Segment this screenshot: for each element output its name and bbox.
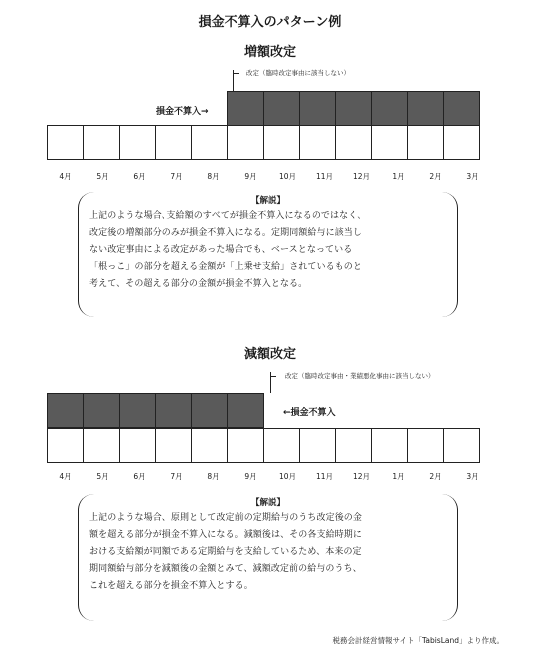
explanation-line: これを超える部分を損金不算入とする。 — [89, 581, 253, 591]
decrease-top-cell — [83, 393, 120, 428]
month-label: 8月 — [207, 472, 220, 481]
month-label: 2月 — [429, 172, 442, 181]
increase-bottom-cell — [263, 125, 300, 160]
increase-top-cell — [407, 91, 444, 126]
month-label: 1月 — [392, 172, 405, 181]
increase-bottom-row — [47, 125, 491, 160]
month-label: 8月 — [207, 172, 220, 181]
increase-top-cell — [83, 91, 120, 126]
increase-month-axis — [47, 171, 491, 182]
increase-bottom-cell — [155, 125, 192, 160]
month-label: 5月 — [96, 172, 109, 181]
decrease-top-cell — [47, 393, 84, 428]
increase-top-cell — [371, 91, 408, 126]
increase-top-cell — [47, 91, 84, 126]
decrease-bottom-cell — [335, 428, 372, 463]
decrease-bottom-cell — [191, 428, 228, 463]
decrease-top-cell — [443, 393, 480, 428]
explanation-text — [89, 510, 447, 595]
explanation-line: 「根っこ」の部分を超える金額が「上乗せ支給」されているものと — [89, 262, 363, 272]
month-label: 5月 — [96, 472, 109, 481]
month-label: 12月 — [352, 172, 371, 181]
decrease-top-cell — [155, 393, 192, 428]
increase-bottom-cell — [47, 125, 84, 160]
increase-bottom-cell — [299, 125, 336, 160]
decrease-top-cell — [407, 393, 444, 428]
decrease-top-cell — [371, 393, 408, 428]
month-label: 12月 — [352, 472, 371, 481]
decrease-top-cell — [191, 393, 228, 428]
month-label: 4月 — [59, 472, 72, 481]
decrease-bottom-cell — [443, 428, 480, 463]
source-credit: 税務会計経営情報サイト「TabisLand」より作成。 — [332, 636, 504, 645]
increase-revision-note: 改定（臨時改定事由に該当しない） — [246, 69, 350, 77]
decrease-bottom-cell — [263, 428, 300, 463]
increase-heading: 増額改定 — [243, 45, 296, 60]
explanation-line: 額を超える部分が損金不算入になる。減額後は、その各支給時期に — [89, 530, 363, 540]
decrease-top-row — [47, 393, 491, 428]
decrease-nondeductible-marker: ←損金不算入 — [283, 408, 336, 418]
explanation-line: おける支給額が同額である定期給与を支給しているため、本来の定 — [89, 547, 362, 557]
month-label: 7月 — [170, 472, 183, 481]
explanation-heading: 【解説】 — [250, 498, 285, 508]
explanation-heading: 【解説】 — [250, 196, 285, 206]
explanation-line: 上記のような場合、原則として改定前の定期給与のうち改定後の金 — [89, 513, 363, 523]
month-label: 3月 — [466, 472, 479, 481]
increase-top-cell — [299, 91, 336, 126]
increase-bottom-cell — [371, 125, 408, 160]
increase-top-cell — [119, 91, 156, 126]
increase-bottom-cell — [407, 125, 444, 160]
month-label: 6月 — [133, 472, 146, 481]
month-label: 9月 — [244, 172, 257, 181]
increase-bottom-cell — [443, 125, 480, 160]
increase-top-cell — [227, 91, 264, 126]
increase-bottom-cell — [83, 125, 120, 160]
decrease-top-cell — [263, 393, 300, 428]
increase-top-row — [47, 91, 491, 126]
decrease-top-cell — [227, 393, 264, 428]
decrease-bottom-cell — [119, 428, 156, 463]
decrease-top-cell — [299, 393, 336, 428]
increase-top-cell — [155, 91, 192, 126]
decrease-bottom-cell — [227, 428, 264, 463]
explanation-line: 上記のような場合､支給額のすべてが損金不算入になるのではなく､ — [89, 211, 362, 221]
decrease-heading: 減額改定 — [243, 347, 296, 362]
explanation-line: 期同額給与部分を減額後の金額とみて、減額改定前の給与のうち、 — [89, 564, 362, 574]
explanation-line: 考えて、その超える部分の金額が損金不算入となる。 — [89, 279, 308, 289]
increase-top-cell — [191, 91, 228, 126]
decrease-bottom-cell — [371, 428, 408, 463]
month-label: 3月 — [466, 172, 479, 181]
explanation-line: 改定後の増額部分のみが損金不算入になる。定期同額給与に該当し — [89, 228, 363, 238]
decrease-bottom-cell — [299, 428, 336, 463]
increase-top-cell — [335, 91, 372, 126]
explanation-text — [89, 208, 447, 293]
increase-top-cell — [263, 91, 300, 126]
month-label: 6月 — [133, 172, 146, 181]
decrease-bottom-cell — [407, 428, 444, 463]
decrease-explanation-box — [78, 494, 458, 621]
month-label: 11月 — [315, 172, 334, 181]
month-label: 1月 — [392, 472, 405, 481]
increase-explanation-box — [78, 192, 458, 317]
decrease-bottom-cell — [155, 428, 192, 463]
increase-bottom-cell — [119, 125, 156, 160]
month-label: 10月 — [278, 172, 297, 181]
increase-revision-arrow — [233, 73, 239, 74]
month-label: 7月 — [170, 172, 183, 181]
month-label: 10月 — [278, 472, 297, 481]
decrease-bottom-row — [47, 428, 491, 463]
increase-bottom-cell — [335, 125, 372, 160]
month-label: 4月 — [59, 172, 72, 181]
increase-bottom-cell — [191, 125, 228, 160]
explanation-line: ない改定事由による改定があった場合でも、ベースとなっている — [89, 245, 353, 255]
decrease-revision-note: 改定（臨時改定事由・業績悪化事由に該当しない） — [285, 372, 435, 380]
decrease-revision-arrow — [270, 376, 276, 377]
page-title: 損金不算入のパターン例 — [198, 15, 342, 30]
decrease-month-axis — [47, 471, 491, 482]
month-label: 9月 — [244, 472, 257, 481]
increase-nondeductible-marker: 損金不算入→ — [156, 107, 209, 117]
decrease-bottom-cell — [47, 428, 84, 463]
month-label: 2月 — [429, 472, 442, 481]
decrease-top-cell — [119, 393, 156, 428]
decrease-top-cell — [335, 393, 372, 428]
increase-bottom-cell — [227, 125, 264, 160]
increase-top-cell — [443, 91, 480, 126]
decrease-bottom-cell — [83, 428, 120, 463]
month-label: 11月 — [315, 472, 334, 481]
